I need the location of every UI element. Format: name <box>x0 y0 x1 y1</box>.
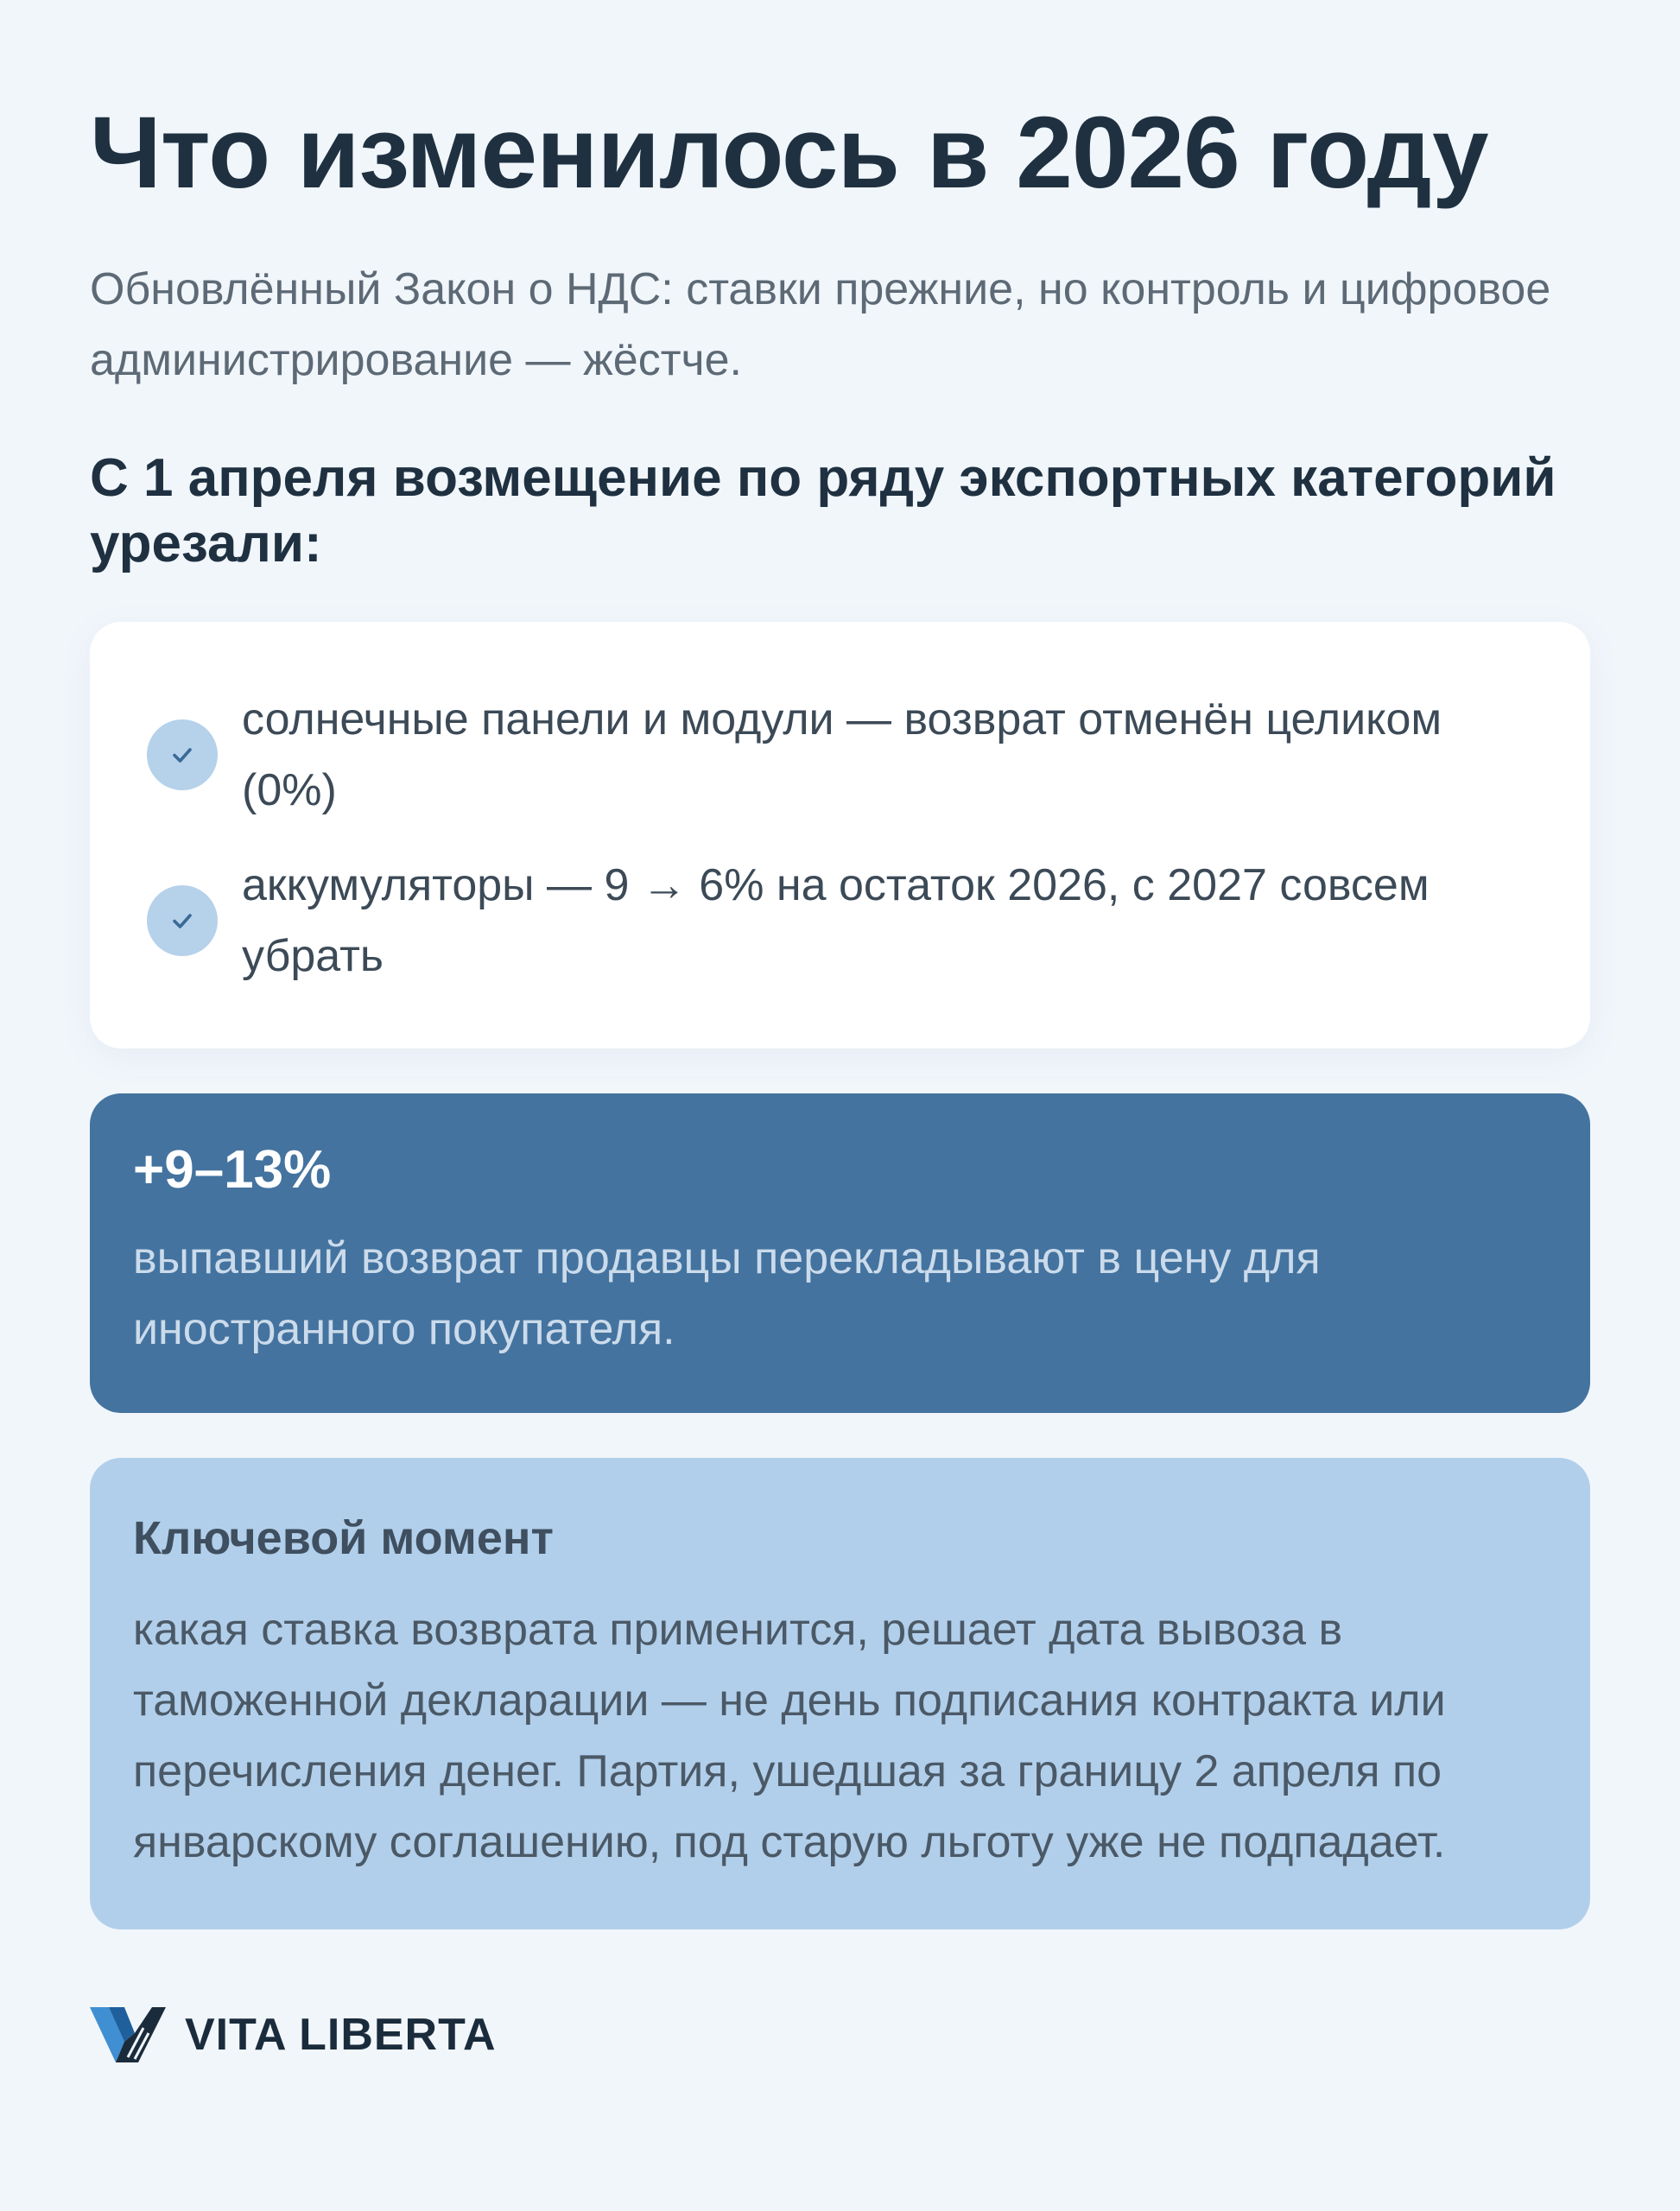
list-item-text: солнечные панели и модули — возврат отменён целиком (0%) <box>242 694 1442 815</box>
categories-card <box>90 622 1590 1048</box>
list-item-text: аккумуляторы — 9 → 6% на остаток 2026, с 2027 совсем убрать <box>242 860 1430 981</box>
brand-name: VITA LIBERTA <box>185 2010 497 2060</box>
list-item <box>147 850 1538 991</box>
vita-liberta-logo-icon <box>90 2007 166 2062</box>
page-title: Что изменилось в 2026 году <box>90 96 1488 210</box>
list-item <box>147 684 1538 826</box>
stat-card <box>90 1093 1590 1413</box>
stat-value: +9–13% <box>133 1140 332 1200</box>
section-heading: С 1 апреля возмещение по ряду экспортных категорий урезали: <box>90 448 1556 573</box>
brand-logo <box>90 2007 1590 2062</box>
key-point-title: Ключевой момент <box>133 1512 554 1564</box>
check-icon <box>147 719 218 790</box>
check-icon <box>147 885 218 956</box>
page <box>90 0 1590 2062</box>
key-point-card <box>90 1458 1590 1929</box>
page-subtitle: Обновлённый Закон о НДС: ставки прежние, но контроль и цифровое администрирование — жёстче. <box>90 264 1551 385</box>
stat-description: выпавший возврат продавцы перекладывают в цену для иностранного покупателя. <box>133 1233 1321 1354</box>
key-point-text: какая ставка возврата применится, решает дата вывоза в таможенной декларации — не день подписания контракта или перечисления денег. Партия, ушедшая за границу 2 апреля по январскому соглашению, под старую льготу уже не подпадает. <box>133 1605 1446 1867</box>
